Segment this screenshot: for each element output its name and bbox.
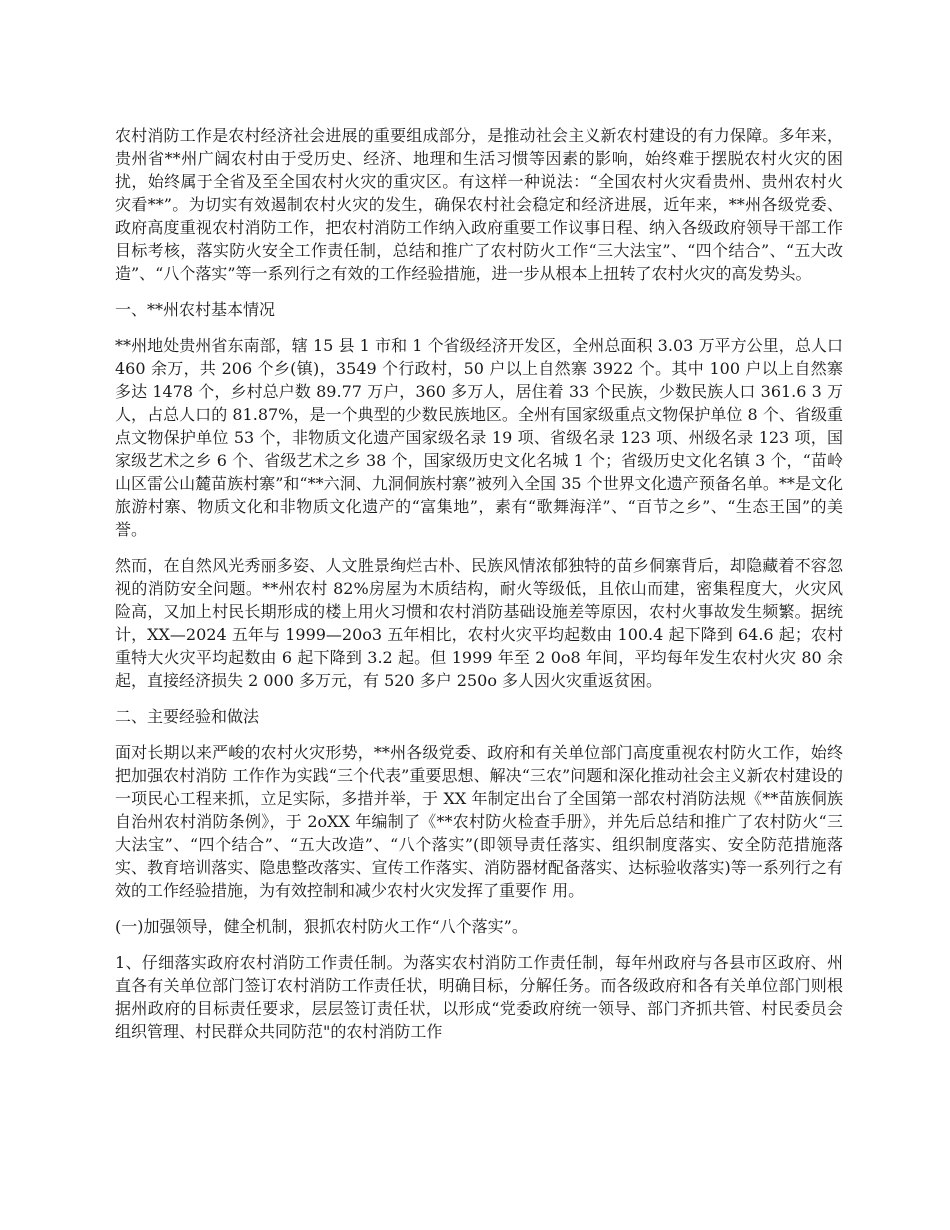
fire-risk-paragraph: 然而，在自然风光秀丽多姿、人文胜景绚烂古朴、民族风情浓郁独特的苗乡侗寨背后，却隐藏着不容忽视的消防安全问题。**州农村 82%房屋为木质结构，耐火等级低，且依山而建，密集程度大，火灾风险高，又加上村民长期形成的楼上用火习惯和农村消防基础设施差等原因，农村火事故发生频繁。据统计，XX—2024 五年与 1999—20o3 五年相比，农村火灾平均起数由 100.4 起下降到 64.6 起；农村重特大火灾平均起数由 6 起下降到 3.2 起。但 1999 年至 2 0o8 年间，平均每年发生农村火灾 80 余起，直接经济损失 2 000 多万元，有 520 多户 250o 多人因火灾重返贫困。 <box>115 556 843 690</box>
subsection-heading-1: (一)加强领导，健全机制，狠抓农村防火工作“八个落实”。 <box>115 917 528 936</box>
experience-paragraph: 面对长期以来严峻的农村火灾形势，**州各级党委、政府和有关单位部门高度重视农村防火工作，始终把加强农村消防 工作作为实践“三个代表”重要思想、解决“三农”问题和深化推动社会主义新农村建设的一项民心工程来抓，立足实际，多措并举，于 XX 年制定出台了全国第一部农村消防法规《**苗族侗族自治州农村消防条例》，于 2oXX 年编制了《**农村防火检查手册》，并先后总结和推广了农村防火“三大法宝”、“四个结合”、“五大改造”、“八个落实”(即领导责任落实、组织制度落实、安全防范措施落实、教育培训落实、隐患整改落实、宣传工作落实、消防器材配备落实、达标验收落实)等一系列行之有效的工作经验措施，为有效控制和减少农村火灾发挥了重要作 用。 <box>115 743 843 900</box>
document-page <box>115 124 843 1056</box>
section-heading-2: 二、主要经验和做法 <box>115 707 260 726</box>
basic-info-paragraph: **州地处贵州省东南部，辖 15 县 1 市和 1 个省级经济开发区，全州总面积 3.03 万平方公里，总人口 460 余万，共 206 个乡(镇)，3549 个行政村，50 户以上自然寨 3922 个。其中 100 户以上自然寨多达 1478 个，乡村总户数 89.77 万户，360 多万人，居住着 33 个民族，少数民族人口 361.6 3 万人，占总人口的 81.87%，是一个典型的少数民族地区。全州有国家级重点文物保护单位 8 个、省级重点文物保护单位 53 个，非物质文化遗产国家级名录 19 项、省级名录 123 项、州级名录 123 项，国家级艺术之乡 6 个、省级艺术之乡 38 个，国家级历史文化名城 1 个；省级历史文化名镇 3 个，“苗岭山区雷公山麓苗族村寨”和“**六洞、九洞侗族村寨”被列入全国 35 个世界文化遗产预备名单。**是文化旅游村寨、物质文化和非物质文化遗产的“富集地”，素有“歌舞海洋”、“百节之乡”、“生态王国”的美誉。 <box>115 336 843 539</box>
intro-paragraph: 农村消防工作是农村经济社会进展的重要组成部分，是推动社会主义新农村建设的有力保障。多年来，贵州省**州广阔农村由于受历史、经济、地理和生活习惯等因素的影响，始终难于摆脱农村火灾的困扰，始终属于全省及至全国农村火灾的重灾区。有这样一种说法：“全国农村火灾看贵州、贵州农村火灾看**”。为切实有效遏制农村火灾的发生，确保农村社会稳定和经济进展，近年来，**州各级党委、政府高度重视农村消防工作，把农村消防工作纳入政府重要工作议事日程、纳入各级政府领导干部工作目标考核，落实防火安全工作责任制，总结和推广了农村防火工作“三大法宝”、“四个结合”、“五大改造”、“八个落实”等一系列行之有效的工作经验措施，进一步从根本上扭转了农村火灾的高发势头。 <box>115 126 843 283</box>
section-heading-1: 一、**州农村基本情况 <box>115 300 276 319</box>
responsibility-paragraph: 1、仔细落实政府农村消防工作责任制。为落实农村消防工作责任制，每年州政府与各县市区政府、州直各有关单位部门签订农村消防工作责任状，明确目标，分解任务。而各级政府和各有关单位部门则根据州政府的目标责任要求，层层签订责任状，以形成“党委政府统一领导、部门齐抓共管、村民委员会组织管理、村民群众共同防范"的农村消防工作 <box>115 953 843 1041</box>
